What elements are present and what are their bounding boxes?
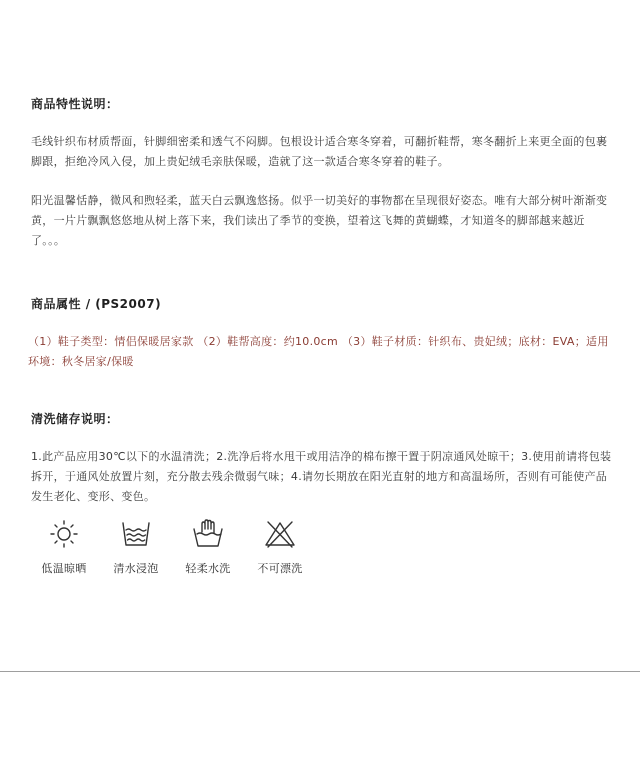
care-item-soak <box>100 518 172 576</box>
features-paragraph-1: 毛线针织布材质帮面，针脚细密柔和透气不闷脚。包根设计适合寒冬穿着，可翻折鞋帮，寒冬翻折上来更全面的包裹脚跟，拒绝冷风入侵，加上贵妃绒毛亲肤保暖，造就了这一款适合寒冬穿着的鞋子。 <box>31 135 608 168</box>
attributes-section <box>28 295 613 372</box>
care-label-handwash: 轻柔水洗 <box>185 562 231 575</box>
attributes-heading-suffix: / (PS2007) <box>81 297 162 311</box>
page-divider <box>0 671 640 672</box>
attributes-heading <box>31 295 613 312</box>
features-heading: 商品特性说明： <box>31 97 119 111</box>
sun-icon <box>46 518 82 550</box>
hand-wash-icon <box>190 518 226 550</box>
no-bleach-icon <box>262 518 298 550</box>
care-text: 1.此产品应用30℃以下的水温清洗；2.洗净后将水甩干或用洁净的棉布擦干置于阴凉通风处晾干；3.使用前请将包装拆开，于通风处放置片刻，充分散去残余微弱气味；4.请勿长期放在阳光直射的地方和高温场所，否则有可能使产品发生老化、变形、变色。 <box>31 450 612 503</box>
care-label-nobleach: 不可漂洗 <box>257 562 303 575</box>
care-item-sun <box>28 518 100 576</box>
attributes-heading-title: 商品属性 <box>31 297 82 311</box>
care-label-soak: 清水浸泡 <box>113 562 159 575</box>
features-section <box>31 95 613 251</box>
care-section <box>31 410 613 507</box>
care-item-handwash <box>172 518 244 576</box>
care-label-sun: 低温晾晒 <box>41 562 87 575</box>
attributes-text: （1）鞋子类型：情侣保暖居家款 （2）鞋帮高度：约10.0cm （3）鞋子材质：针织布、贵妃绒；底材：EVA；适用环境：秋冬居家/保暖 <box>28 335 609 368</box>
care-heading: 清洗储存说明： <box>31 412 119 426</box>
care-item-nobleach <box>244 518 316 576</box>
care-icons-row <box>28 518 316 576</box>
features-paragraph-2: 阳光温馨恬静，微风和煦轻柔，蓝天白云飘逸悠扬。似乎一切美好的事物都在呈现很好姿态。唯有大部分树叶渐渐变黄，一片片飘飘悠悠地从树上落下来，我们读出了季节的变换，望着这飞舞的黄蝴蝶，才知道冬的脚部越来越近了。。。 <box>31 194 608 247</box>
water-soak-icon <box>118 518 154 550</box>
